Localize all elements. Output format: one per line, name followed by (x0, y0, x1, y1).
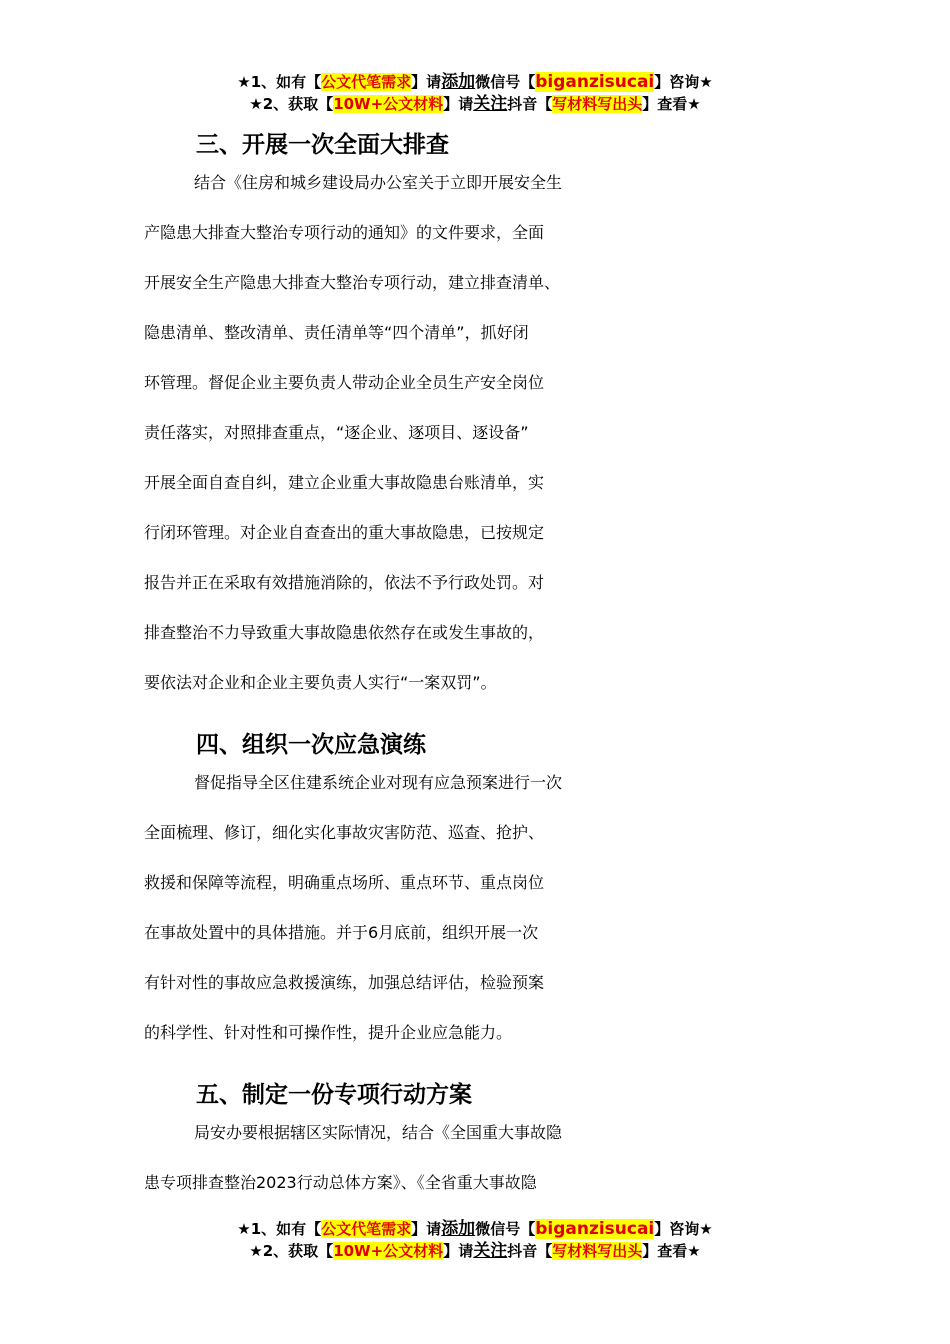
banner-highlight-douyin: 写材料写出头 (552, 1242, 643, 1260)
bottom-banner (0, 1218, 950, 1262)
text-line: 产隐患大排查大整治专项行动的通知》的文件要求，全面 (144, 223, 545, 242)
text-line: 的科学性、针对性和可操作性，提升企业应急能力。 (144, 1023, 513, 1042)
document-body (144, 120, 812, 1220)
text-line: 全面梳理、修订，细化实化事故灾害防范、巡查、抢护、 (144, 823, 545, 842)
text-line: 患专项排查整治2023行动总体方案》、《全省重大事故隐 (144, 1173, 537, 1192)
banner-highlight-service: 公文代笔需求 (321, 73, 412, 91)
banner-line-1: ★1、如有【公文代笔需求】请添加微信号【biganzisucai】咨询★ (237, 1219, 713, 1239)
text-line: 排查整治不力导致重大事故隐患依然存在或发生事故的， (144, 623, 545, 642)
top-banner (0, 71, 950, 115)
text-line: 救援和保障等流程，明确重点场所、重点环节、重点岗位 (144, 873, 545, 892)
banner-highlight-douyin: 写材料写出头 (552, 95, 643, 113)
section-heading-3: 三、开展一次全面大排查 (196, 132, 449, 158)
banner-highlight-service: 公文代笔需求 (321, 1220, 412, 1238)
section-paragraph-5 (144, 1120, 812, 1220)
text-line: 结合《住房和城乡建设局办公室关于立即开展安全生 (194, 173, 563, 192)
banner-highlight-materials: 10W+公文材料 (333, 1242, 444, 1260)
text-line: 局安办要根据辖区实际情况，结合《全国重大事故隐 (194, 1123, 563, 1142)
banner-line-1: ★1、如有【公文代笔需求】请添加微信号【biganzisucai】咨询★ (237, 72, 713, 92)
text-line: 在事故处置中的具体措施。并于6月底前，组织开展一次 (144, 923, 539, 942)
text-line: 督促指导全区住建系统企业对现有应急预案进行一次 (194, 773, 563, 792)
text-line: 行闭环管理。对企业自查查出的重大事故隐患，已按规定 (144, 523, 545, 542)
text-line: 报告并正在采取有效措施消除的，依法不予行政处罚。对 (144, 573, 545, 592)
section-paragraph-4 (144, 770, 812, 1070)
text-line: 开展安全生产隐患大排查大整治专项行动，建立排查清单、 (144, 273, 561, 292)
text-line: 要依法对企业和企业主要负责人实行“一案双罚”。 (144, 673, 497, 692)
banner-line-2: ★2、获取【10W+公文材料】请关注抖音【写材料写出头】查看★ (249, 1241, 701, 1261)
section-heading-5: 五、制定一份专项行动方案 (196, 1082, 472, 1108)
section-paragraph-3 (144, 170, 812, 720)
text-line: 责任落实，对照排查重点，“逐企业、逐项目、逐设备” (144, 423, 529, 442)
text-line: 隐患清单、整改清单、责任清单等“四个清单”，抓好闭 (144, 323, 529, 342)
section-heading-4: 四、组织一次应急演练 (196, 732, 426, 758)
text-line: 环管理。督促企业主要负责人带动企业全员生产安全岗位 (144, 373, 545, 392)
text-line: 有针对性的事故应急救援演练，加强总结评估，检验预案 (144, 973, 545, 992)
banner-highlight-wechat: biganzisucai (535, 1219, 655, 1239)
banner-line-2: ★2、获取【10W+公文材料】请关注抖音【写材料写出头】查看★ (249, 94, 701, 114)
text-line: 开展全面自查自纠，建立企业重大事故隐患台账清单，实 (144, 473, 545, 492)
banner-highlight-wechat: biganzisucai (535, 72, 655, 92)
banner-highlight-materials: 10W+公文材料 (333, 95, 444, 113)
